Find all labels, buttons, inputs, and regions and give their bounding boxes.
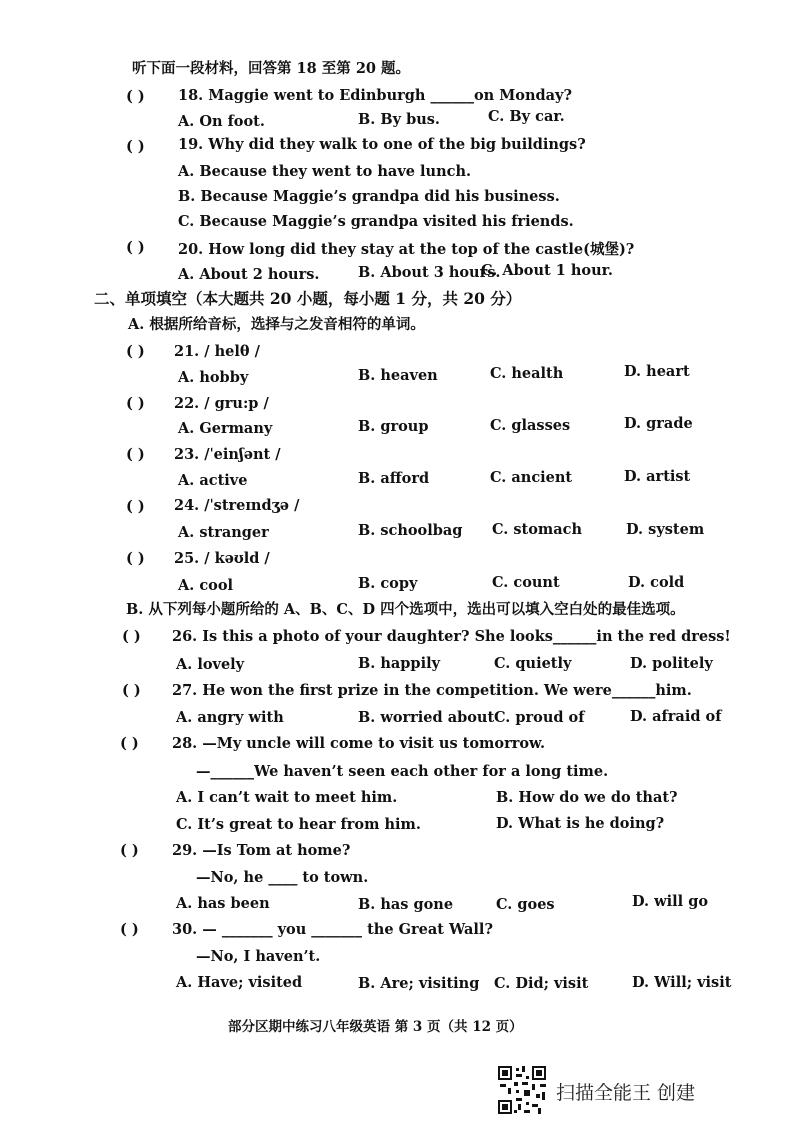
option-20-a: A. About 2 hours.: [178, 266, 320, 283]
answer-paren-23[interactable]: ( ): [126, 446, 145, 463]
option-27-d: D. afraid of: [630, 708, 722, 725]
option-20-c: C. About 1 hour.: [481, 262, 613, 279]
question-28-reply: —______We haven’t seen each other for a long time.: [196, 763, 609, 780]
option-24-c: C. stomach: [492, 521, 583, 538]
answer-paren-27[interactable]: ( ): [122, 682, 141, 699]
watermark-text: 扫描全能王 创建: [556, 1082, 696, 1104]
option-29-d: D. will go: [632, 893, 709, 910]
option-23-d: D. artist: [624, 468, 691, 485]
option-27-a: A. angry with: [176, 709, 284, 726]
question-19: 19. Why did they walk to one of the big buildings?: [178, 136, 586, 153]
option-30-c: C. Did; visit: [494, 975, 589, 992]
option-28-a: A. I can’t wait to meet him.: [176, 789, 398, 806]
option-25-b: B. copy: [358, 575, 418, 592]
option-19-b: B. Because Maggie’s grandpa did his business.: [178, 188, 560, 205]
option-18-b: B. By bus.: [358, 111, 440, 128]
option-26-a: A. lovely: [176, 656, 245, 673]
option-27-b: B. worried about: [358, 709, 495, 726]
option-30-d: D. Will; visit: [632, 974, 732, 991]
option-19-a: A. Because they went to have lunch.: [178, 163, 472, 180]
option-27-c: C. proud of: [494, 709, 585, 726]
listening-intro: 听下面一段材料，回答第 18 至第 20 题。: [132, 60, 411, 77]
option-21-a: A. hobby: [178, 369, 249, 386]
question-29: 29. —Is Tom at home?: [172, 842, 351, 859]
option-23-c: C. ancient: [490, 469, 573, 486]
answer-paren-22[interactable]: ( ): [126, 395, 145, 412]
option-29-c: C. goes: [496, 896, 555, 913]
part-b-title: B. 从下列每小题所给的 A、B、C、D 四个选项中，选出可以填入空白处的最佳选项。: [126, 601, 685, 618]
option-28-d: D. What is he doing?: [496, 815, 665, 832]
option-30-a: A. Have; visited: [176, 974, 303, 991]
answer-paren-28[interactable]: ( ): [120, 735, 139, 752]
option-24-b: B. schoolbag: [358, 522, 463, 539]
question-27: 27. He won the first prize in the competition. We were______him.: [172, 682, 692, 699]
section-2-title: 二、单项填空（本大题共 20 小题，每小题 1 分，共 20 分）: [94, 289, 522, 308]
option-23-a: A. active: [178, 472, 248, 489]
question-28: 28. —My uncle will come to visit us tomorrow.: [172, 735, 546, 752]
answer-paren-24[interactable]: ( ): [126, 498, 145, 515]
option-22-c: C. glasses: [490, 417, 571, 434]
answer-paren-18[interactable]: ( ): [126, 88, 145, 105]
question-22: 22. / gru:p /: [174, 395, 269, 412]
part-a-title: A. 根据所给音标，选择与之发音相符的单词。: [128, 316, 425, 333]
option-22-d: D. grade: [624, 415, 693, 432]
answer-paren-19[interactable]: ( ): [126, 138, 145, 155]
option-20-b: B. About 3 hours.: [358, 264, 501, 281]
option-25-c: C. count: [492, 574, 560, 591]
answer-paren-20[interactable]: ( ): [126, 239, 145, 256]
option-21-d: D. heart: [624, 363, 690, 380]
question-24: 24. /ˈstreɪndʒə /: [174, 497, 300, 514]
option-29-b: B. has gone: [358, 896, 454, 913]
option-26-d: D. politely: [630, 655, 713, 672]
answer-paren-25[interactable]: ( ): [126, 550, 145, 567]
question-25: 25. / kəʊld /: [174, 550, 270, 567]
option-22-a: A. Germany: [178, 420, 273, 437]
option-21-c: C. health: [490, 365, 564, 382]
option-28-b: B. How do we do that?: [496, 789, 678, 806]
option-18-c: C. By car.: [488, 108, 565, 125]
option-29-a: A. has been: [176, 895, 270, 912]
question-21: 21. / helθ /: [174, 343, 260, 360]
option-25-d: D. cold: [628, 574, 685, 591]
question-30-reply: —No, I haven’t.: [196, 948, 321, 965]
option-26-c: C. quietly: [494, 655, 572, 672]
question-26: 26. Is this a photo of your daughter? She looks______in the red dress!: [172, 628, 731, 645]
option-30-b: B. Are; visiting: [358, 975, 480, 992]
option-22-b: B. group: [358, 418, 429, 435]
question-20: 20. How long did they stay at the top of the castle(城堡)?: [178, 241, 635, 258]
page-footer: 部分区期中练习八年级英语 第 3 页（共 12 页）: [228, 1019, 523, 1035]
answer-paren-30[interactable]: ( ): [120, 921, 139, 938]
option-28-c: C. It’s great to hear from him.: [176, 816, 421, 833]
answer-paren-29[interactable]: ( ): [120, 842, 139, 859]
question-30: 30. — _______ you _______ the Great Wall?: [172, 921, 493, 938]
option-24-d: D. system: [626, 521, 705, 538]
question-29-reply: —No, he ____ to town.: [196, 869, 369, 886]
option-26-b: B. happily: [358, 655, 441, 672]
option-25-a: A. cool: [178, 577, 234, 594]
option-24-a: A. stranger: [178, 524, 269, 541]
answer-paren-21[interactable]: ( ): [126, 343, 145, 360]
option-21-b: B. heaven: [358, 367, 438, 384]
question-18: 18. Maggie went to Edinburgh ______on Monday?: [178, 87, 572, 104]
question-23: 23. /ˈeinʃənt /: [174, 446, 281, 463]
option-19-c: C. Because Maggie’s grandpa visited his friends.: [178, 213, 574, 230]
option-23-b: B. afford: [358, 470, 430, 487]
qr-code-icon: [496, 1064, 548, 1116]
answer-paren-26[interactable]: ( ): [122, 628, 141, 645]
option-18-a: A. On foot.: [178, 113, 265, 130]
